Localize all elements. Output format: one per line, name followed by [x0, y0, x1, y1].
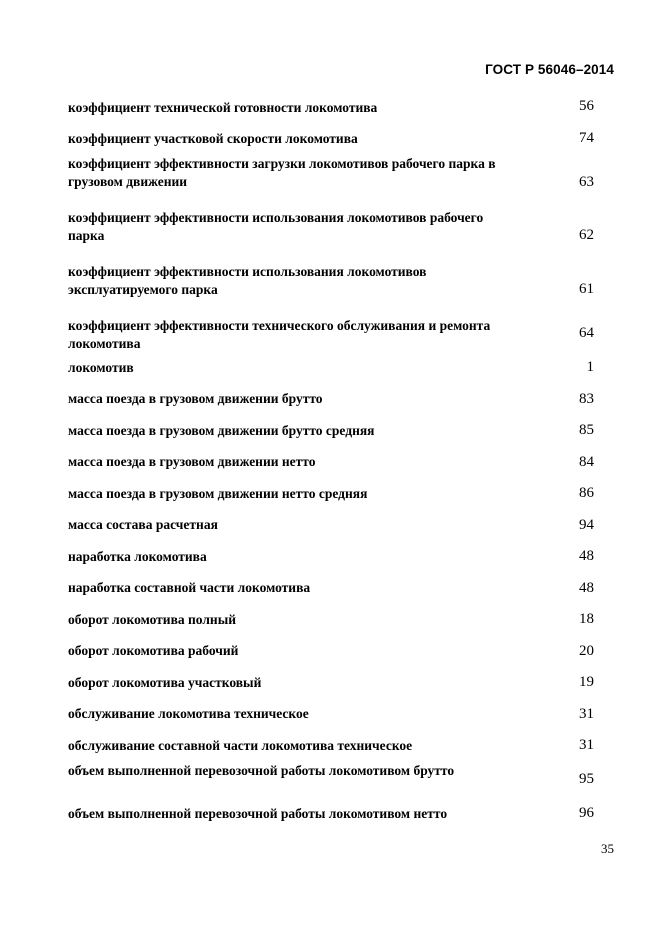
index-term: коэффициент участковой скорости локомотива [68, 131, 358, 146]
index-page-ref: 94 [579, 517, 594, 533]
index-term: масса поезда в грузовом движении брутто средняя [68, 423, 375, 438]
index-page-ref: 48 [579, 580, 594, 596]
index-term: оборот локомотива полный [68, 612, 237, 627]
index-page-ref: 96 [579, 805, 594, 821]
index-term: объем выполненной перевозочной работы локомотивом брутто [68, 763, 455, 778]
index-page-ref: 19 [579, 674, 594, 690]
index-term: масса поезда в грузовом движении нетто [68, 454, 316, 469]
index-page-ref: 85 [579, 422, 594, 438]
index-page-ref: 63 [579, 174, 594, 190]
index-page-ref: 61 [579, 281, 594, 297]
index-term: обслуживание составной части локомотива техническое [68, 738, 413, 753]
index-term: локомотив [68, 360, 134, 375]
index-page-ref: 20 [579, 643, 594, 659]
index-term: коэффициент эффективности технического обслуживания и ремонта локомотива [68, 318, 491, 351]
index-term: объем выполненной перевозочной работы локомотивом нетто [68, 806, 448, 821]
index-page-ref: 83 [579, 391, 594, 407]
index-term: коэффициент эффективности использования локомотивов эксплуатируемого парка [68, 264, 427, 297]
index-term: наработка составной части локомотива [68, 580, 311, 595]
index-term: масса поезда в грузовом движении нетто средняя [68, 486, 368, 501]
index-term: масса состава расчетная [68, 517, 218, 532]
index-page-ref: 62 [579, 227, 594, 243]
index-page-ref: 95 [579, 771, 594, 787]
document-header: ГОСТ Р 56046–2014 [485, 62, 614, 77]
index-term: оборот локомотива рабочий [68, 643, 239, 658]
index-page-ref: 56 [579, 98, 594, 114]
index-term: обслуживание локомотива техническое [68, 706, 309, 721]
index-page-ref: 18 [579, 611, 594, 627]
index-term: коэффициент эффективности использования локомотивов рабочего парка [68, 210, 484, 243]
index-page-ref: 31 [579, 706, 594, 722]
index-page-ref: 86 [579, 485, 594, 501]
index-page-ref: 74 [579, 130, 594, 146]
index-term: масса поезда в грузовом движении брутто [68, 391, 323, 406]
index-page-ref: 84 [579, 454, 594, 470]
index-page-ref: 48 [579, 548, 594, 564]
index-page-ref: 1 [586, 359, 594, 375]
index-term: наработка локомотива [68, 549, 207, 564]
index-term: оборот локомотива участковый [68, 675, 262, 690]
page-number: 35 [601, 841, 614, 856]
index-term: коэффициент эффективности загрузки локомотивов рабочего парка в грузовом движении [68, 156, 496, 189]
index-term: коэффициент технической готовности локомотива [68, 100, 378, 115]
index-page-ref: 64 [579, 325, 594, 341]
index-page-ref: 31 [579, 737, 594, 753]
